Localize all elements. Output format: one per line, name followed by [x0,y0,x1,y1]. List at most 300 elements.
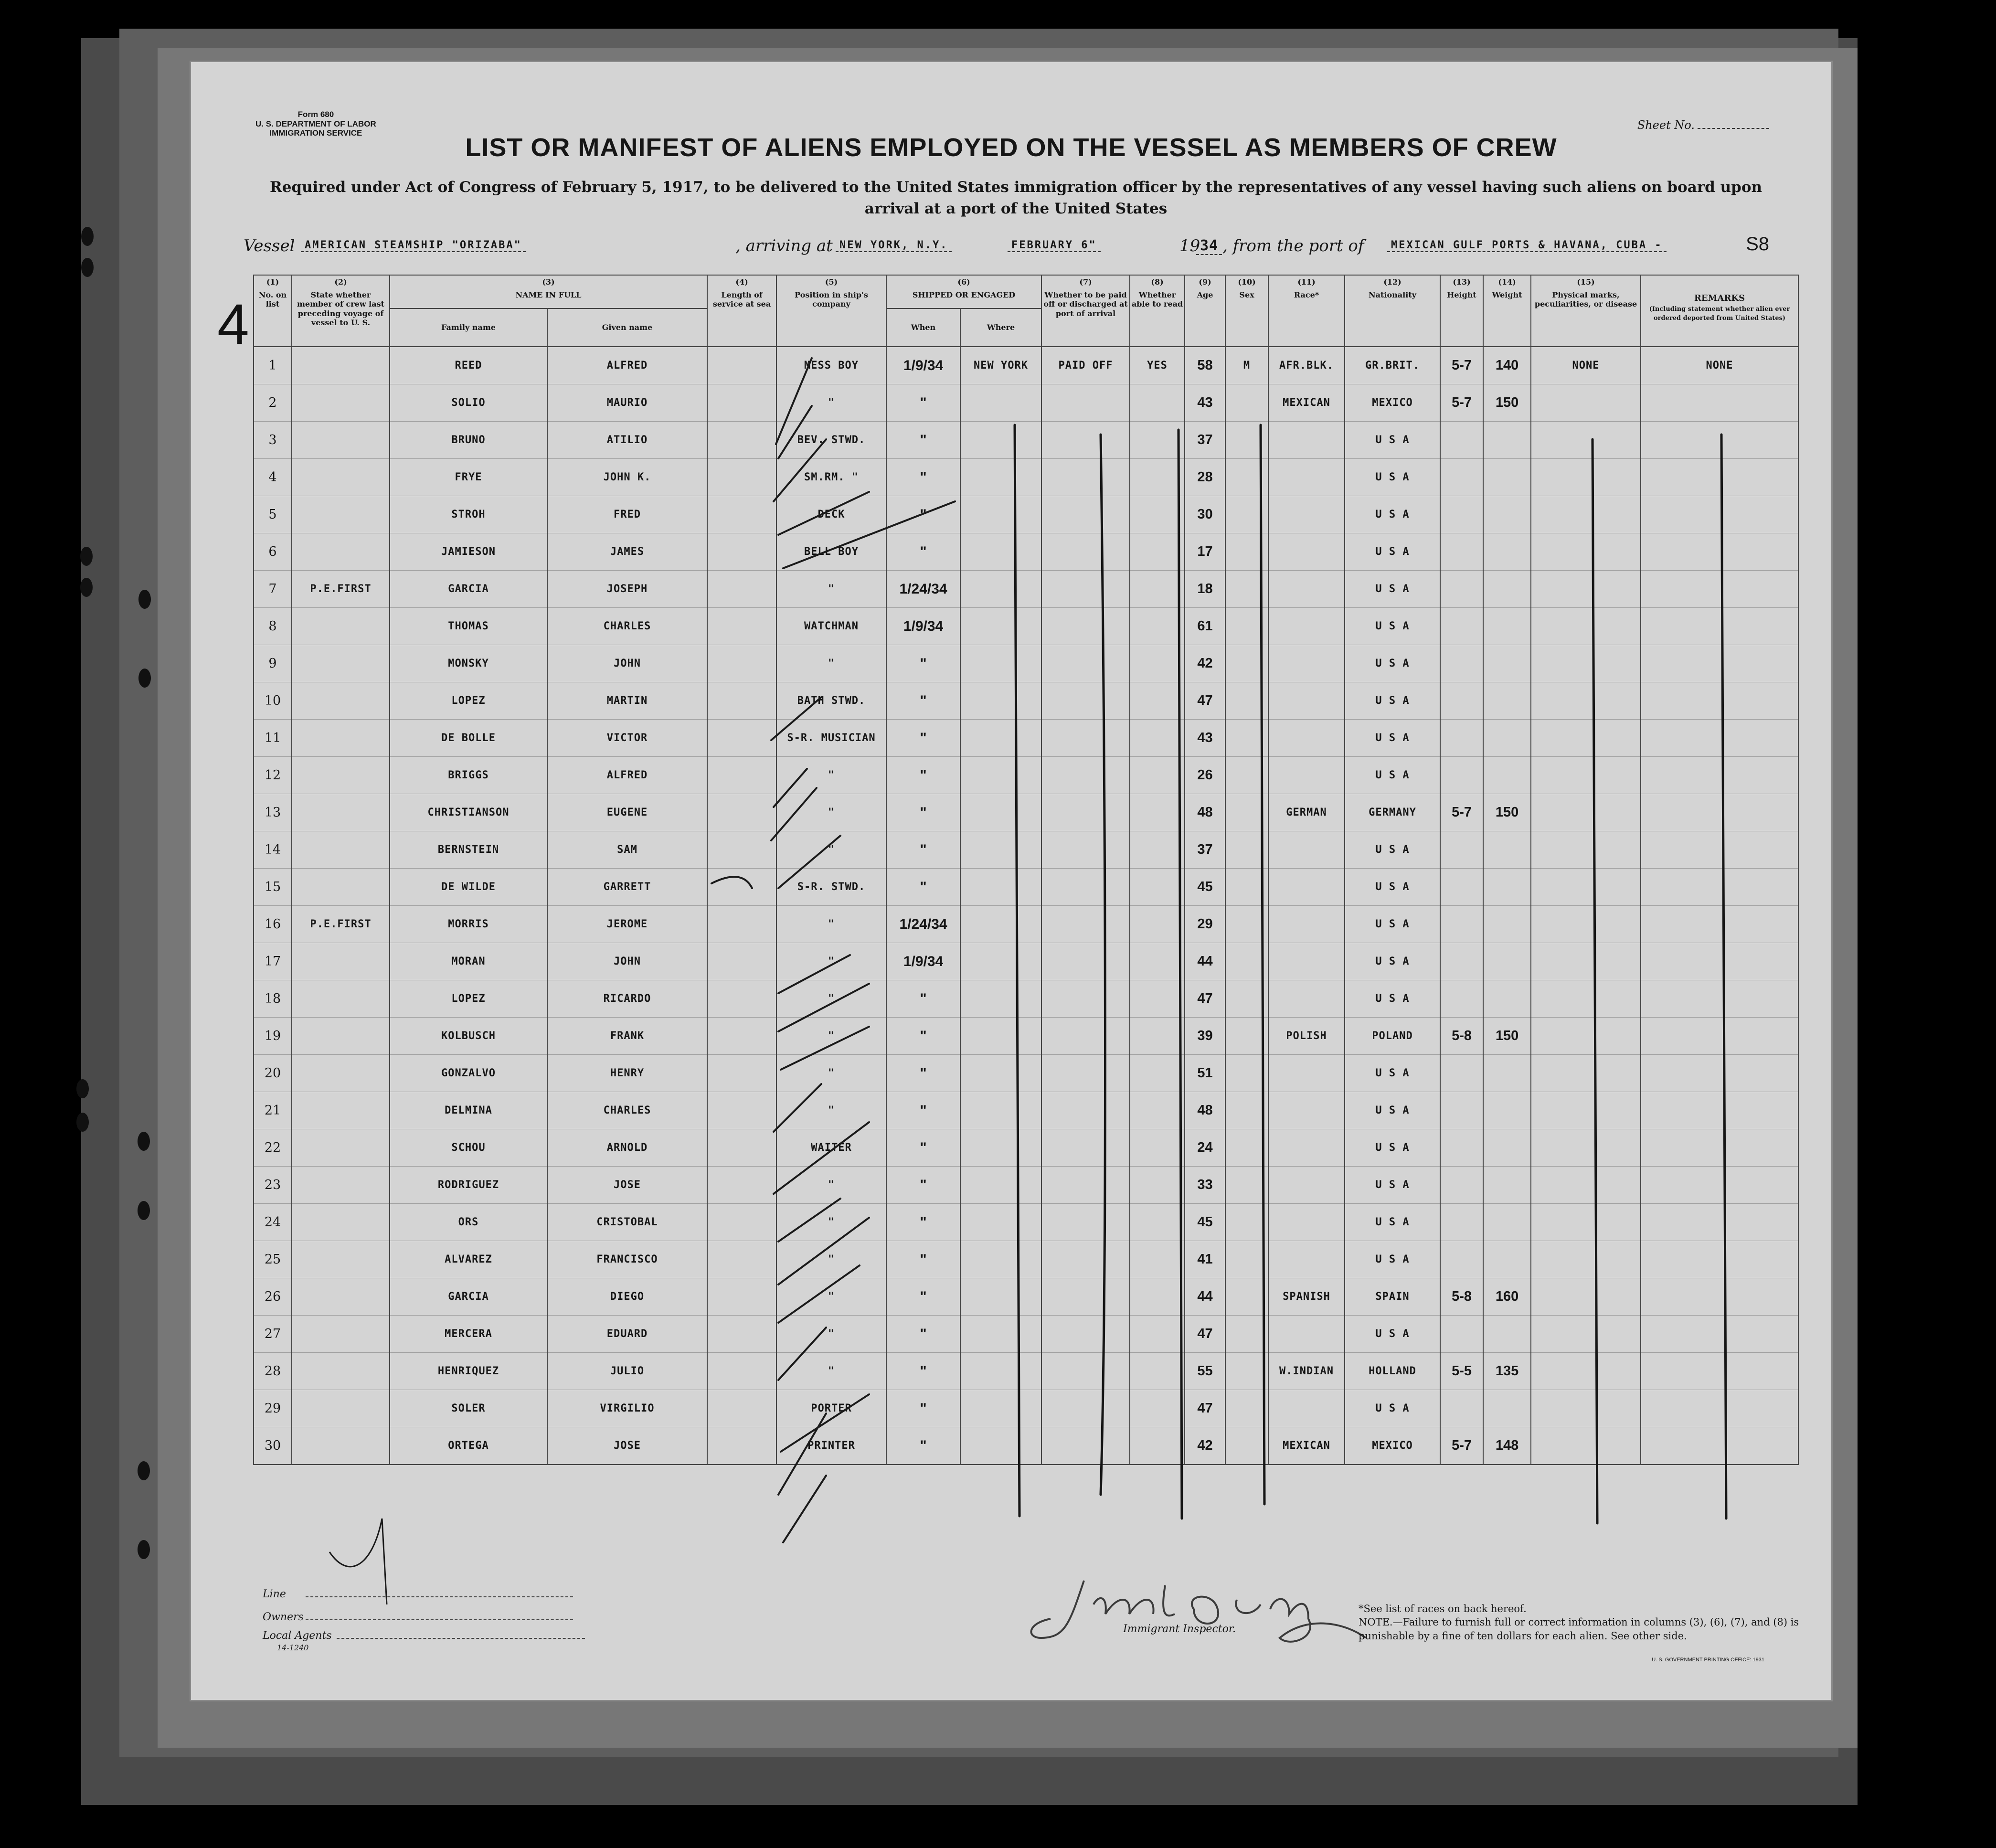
cell-nationality: U S A [1345,1092,1440,1129]
cell-age: 39 [1185,1018,1225,1055]
col-number: (14) [1498,277,1516,287]
cell-no: 6 [254,533,292,571]
cell-age: 42 [1185,1427,1225,1465]
col-title: SHIPPED OR ENGAGED [912,290,1016,300]
col-title: Age [1197,290,1213,300]
corner-mark-text: 4 [217,292,249,356]
cell-family-name: DE BOLLE [390,720,547,757]
line-field [263,1583,585,1606]
cell-family-name: JAMIESON [390,533,547,571]
cell-race: GERMAN [1268,794,1345,831]
cell-weight: 148 [1483,1427,1531,1465]
cell-nationality: GERMANY [1345,794,1440,831]
cell-given-name: CRISTOBAL [547,1204,707,1241]
cell-no: 13 [254,794,292,831]
line-entry [306,1596,573,1597]
cell-weight: 150 [1483,1018,1531,1055]
cell-age: 44 [1185,1278,1225,1316]
cell-no: 2 [254,384,292,422]
cell-remarks: NONE [1641,347,1798,384]
cell-age: 33 [1185,1167,1225,1204]
cell-when: " [886,1092,960,1129]
col-header-given: Given name [547,308,707,347]
arrival-year: 34 [1196,237,1222,255]
cell-nationality: U S A [1345,1316,1440,1353]
cell-position: " [776,794,886,831]
cell-family-name: BERNSTEIN [390,831,547,869]
cell-position: " [776,1353,886,1390]
cell-no: 11 [254,720,292,757]
cell-weight: 135 [1483,1353,1531,1390]
cell-family-name: ALVAREZ [390,1241,547,1278]
cell-family-name: DELMINA [390,1092,547,1129]
cell-no: 10 [254,682,292,720]
col-title: Length of service at sea [712,290,771,309]
cell-given-name: FRANCISCO [547,1241,707,1278]
cell-sex: M [1225,347,1268,384]
penalty-note: NOTE.—Failure to furnish full or correct information in columns (3), (6), (7), and (8) is punishable by a fine of ten dollars for each alien. See other side. [1359,1616,1799,1642]
cell-nationality: U S A [1345,757,1440,794]
owners-label: Owners [263,1611,304,1623]
cell-when: " [886,1427,960,1465]
cell-when: " [886,831,960,869]
cell-nationality: U S A [1345,533,1440,571]
cell-nationality: U S A [1345,608,1440,645]
col-number: (3) [542,277,555,287]
cell-no: 25 [254,1241,292,1278]
cell-age: 28 [1185,459,1225,496]
cell-given-name: CHARLES [547,1092,707,1129]
cell-when: 1/9/34 [886,608,960,645]
cell-when: " [886,533,960,571]
cell-given-name: ALFRED [547,757,707,794]
cell-family-name: LOPEZ [390,682,547,720]
cell-when: " [886,1018,960,1055]
cell-family-name: THOMAS [390,608,547,645]
cell-nationality: U S A [1345,571,1440,608]
cell-height: 5-7 [1440,1427,1483,1465]
form-number: Form 680 [297,110,334,119]
cell-position: SM.RM. " [776,459,886,496]
cell-when: 1/9/34 [886,943,960,980]
cell-no: 4 [254,459,292,496]
col-title: Whether to be paid off or discharged at port of arrival [1043,290,1128,318]
cell-nationality: U S A [1345,496,1440,533]
cell-age: 37 [1185,831,1225,869]
cell-position: " [776,1055,886,1092]
cell-position: MESS BOY [776,347,886,384]
col-number: (4) [735,277,748,287]
cell-no: 14 [254,831,292,869]
cell-nationality: HOLLAND [1345,1353,1440,1390]
file-number: S8 [1746,234,1769,255]
cell-no: 3 [254,422,292,459]
cell-given-name: HENRY [547,1055,707,1092]
cell-age: 48 [1185,794,1225,831]
cell-position: " [776,1204,886,1241]
cell-when: " [886,1390,960,1427]
col-header-family: Family name [390,308,547,347]
cell-state: P.E.FIRST [292,571,390,608]
cell-given-name: JAMES [547,533,707,571]
arriving-label: , arriving at [735,236,833,255]
cell-given-name: JOHN [547,943,707,980]
col-header-when: When [886,308,960,347]
cell-race: POLISH [1268,1018,1345,1055]
cell-when: 1/24/34 [886,906,960,943]
cell-position: " [776,1241,886,1278]
cell-age: 47 [1185,682,1225,720]
cell-paid-off: PAID OFF [1041,347,1130,384]
cell-when: " [886,794,960,831]
cell-age: 30 [1185,496,1225,533]
col-number: (1) [266,277,279,287]
col-number: (12) [1383,277,1401,287]
binder-hole [138,1540,150,1559]
cell-height: 5-8 [1440,1278,1483,1316]
cell-no: 1 [254,347,292,384]
cell-given-name: MAURIO [547,384,707,422]
cell-given-name: VIRGILIO [547,1390,707,1427]
cell-when: 1/9/34 [886,347,960,384]
binder-hole [138,1201,150,1220]
cell-when: " [886,1241,960,1278]
owners-field [263,1606,585,1629]
cell-no: 18 [254,980,292,1018]
cell-position: " [776,757,886,794]
cell-height: 5-8 [1440,1018,1483,1055]
cell-age: 61 [1185,608,1225,645]
cell-position: DECK [776,496,886,533]
cell-position: WATCHMAN [776,608,886,645]
cell-no: 15 [254,869,292,906]
cell-when: " [886,682,960,720]
cell-family-name: ORS [390,1204,547,1241]
cell-nationality: U S A [1345,906,1440,943]
footnotes [1359,1602,1812,1643]
binder-hole [80,547,93,566]
col-number: (7) [1079,277,1092,287]
cell-given-name: ATILIO [547,422,707,459]
vessel-label: Vessel [244,236,295,255]
cell-position: " [776,906,886,943]
cell-position: WAITER [776,1129,886,1167]
cell-family-name: MORRIS [390,906,547,943]
cell-when: " [886,645,960,682]
cell-position: BATH STWD. [776,682,886,720]
year-label: 19 [1179,236,1200,255]
arrival-date: FEBRUARY 6" [1008,239,1101,252]
cell-age: 24 [1185,1129,1225,1167]
cell-family-name: STROH [390,496,547,533]
cell-family-name: REED [390,347,547,384]
cell-when: " [886,1055,960,1092]
col-title: State whether member of crew last preceding voyage of vessel to U. S. [297,290,385,327]
cell-nationality: SPAIN [1345,1278,1440,1316]
cell-position: " [776,571,886,608]
cell-age: 47 [1185,980,1225,1018]
col-title: Physical marks, peculiarities, or disease [1534,290,1637,309]
cell-position: " [776,1092,886,1129]
cell-nationality: GR.BRIT. [1345,347,1440,384]
cell-height: 5-7 [1440,347,1483,384]
cell-when: " [886,1167,960,1204]
cell-family-name: SOLIO [390,384,547,422]
cell-no: 23 [254,1167,292,1204]
cell-age: 44 [1185,943,1225,980]
cell-age: 37 [1185,422,1225,459]
binder-hole [138,590,151,609]
cell-age: 48 [1185,1092,1225,1129]
cell-weight: 140 [1483,347,1531,384]
col-number: (10) [1238,277,1256,287]
cell-position: " [776,980,886,1018]
cell-race: W.INDIAN [1268,1353,1345,1390]
cell-no: 20 [254,1055,292,1092]
col-title: Position in ship's company [795,290,868,309]
cell-given-name: JOHN K. [547,459,707,496]
cell-age: 55 [1185,1353,1225,1390]
cell-position: S-R. STWD. [776,869,886,906]
cell-age: 26 [1185,757,1225,794]
cell-given-name: JOSE [547,1167,707,1204]
agents-code: 14-1240 [277,1643,309,1652]
cell-given-name: ARNOLD [547,1129,707,1167]
cell-nationality: U S A [1345,645,1440,682]
cell-given-name: JOSE [547,1427,707,1465]
cell-nationality: U S A [1345,422,1440,459]
col-title: Height [1447,290,1476,300]
cell-given-name: EDUARD [547,1316,707,1353]
col-number: (8) [1151,277,1164,287]
cell-age: 43 [1185,384,1225,422]
cell-family-name: BRUNO [390,422,547,459]
cell-given-name: JULIO [547,1353,707,1390]
cell-no: 28 [254,1353,292,1390]
cell-race: MEXICAN [1268,384,1345,422]
cell-weight: 150 [1483,384,1531,422]
cell-given-name: SAM [547,831,707,869]
agents-entry [337,1638,585,1639]
cell-given-name: JOSEPH [547,571,707,608]
cell-position: BEV. STWD. [776,422,886,459]
cell-age: 45 [1185,1204,1225,1241]
cell-physical-marks: NONE [1531,347,1641,384]
cell-family-name: SCHOU [390,1129,547,1167]
cell-position: PRINTER [776,1427,886,1465]
cell-when: " [886,384,960,422]
binder-hole [138,1461,150,1480]
service-name: IMMIGRATION SERVICE [269,128,362,138]
vertical-ditto-strokes [1015,425,1726,1523]
cell-age: 58 [1185,347,1225,384]
cell-nationality: U S A [1345,831,1440,869]
cell-age: 47 [1185,1390,1225,1427]
cell-no: 30 [254,1427,292,1465]
cell-given-name: RICARDO [547,980,707,1018]
agent-fields [263,1583,585,1653]
agents-label: Local Agents [263,1630,332,1642]
cell-age: 45 [1185,869,1225,906]
cell-nationality: U S A [1345,1129,1440,1167]
cell-position: S-R. MUSICIAN [776,720,886,757]
col-title: Race* [1294,290,1319,300]
vessel-name: AMERICAN STEAMSHIP "ORIZABA" [301,239,526,252]
cell-when: " [886,757,960,794]
col-title: NAME IN FULL [515,290,582,300]
document-subtitle: Required under Act of Congress of February 5, 1917, to be delivered to the United States immigration officer by the representatives of any vessel having such aliens on board upon arrival at a port of the United States [269,179,1762,217]
col-number: (11) [1297,277,1316,287]
col-subtitle: (Including statement whether alien ever ordered deported from United States) [1649,305,1790,322]
cell-when: " [886,980,960,1018]
col-title: Weight [1492,290,1522,300]
document-title: LIST OR MANIFEST OF ALIENS EMPLOYED ON THE VESSEL AS MEMBERS OF CREW [465,133,1557,162]
cell-age: 29 [1185,906,1225,943]
cell-family-name: BRIGGS [390,757,547,794]
position-check-strokes [711,358,955,1542]
cell-family-name: GARCIA [390,571,547,608]
cell-when: " [886,422,960,459]
cell-given-name: DIEGO [547,1278,707,1316]
cell-given-name: JEROME [547,906,707,943]
cell-no: 27 [254,1316,292,1353]
cell-when: 1/24/34 [886,571,960,608]
cell-race: SPANISH [1268,1278,1345,1316]
sheet-label: Sheet No. [1637,118,1695,132]
cell-family-name: LOPEZ [390,980,547,1018]
col-number: (15) [1577,277,1595,287]
cell-age: 47 [1185,1316,1225,1353]
cell-position: BELL BOY [776,533,886,571]
cell-when: " [886,459,960,496]
col-header-where: Where [960,308,1041,347]
cell-no: 24 [254,1204,292,1241]
binder-hole [81,258,94,277]
cell-family-name: GARCIA [390,1278,547,1316]
cell-no: 17 [254,943,292,980]
cell-position: " [776,1278,886,1316]
cell-family-name: SOLER [390,1390,547,1427]
inspector-label: Immigrant Inspector. [1123,1623,1236,1635]
binder-hole [76,1079,89,1098]
cell-age: 18 [1185,571,1225,608]
binder-hole [80,578,93,597]
col-title: Sex [1239,290,1254,300]
cell-nationality: POLAND [1345,1018,1440,1055]
cell-when: " [886,869,960,906]
cell-family-name: MERCERA [390,1316,547,1353]
cell-nationality: MEXICO [1345,1427,1440,1465]
cell-no: 16 [254,906,292,943]
cell-height: 5-5 [1440,1353,1483,1390]
col-number: (6) [957,277,970,287]
col-number: (13) [1453,277,1471,287]
cell-race: AFR.BLK. [1268,347,1345,384]
cell-height: 5-7 [1440,384,1483,422]
arrival-port: NEW YORK, N.Y. [836,239,952,252]
department-name: U. S. DEPARTMENT OF LABOR [255,119,376,128]
cell-age: 17 [1185,533,1225,571]
cell-no: 9 [254,645,292,682]
cell-nationality: U S A [1345,943,1440,980]
col-title: Nationality [1369,290,1417,300]
cell-family-name: FRYE [390,459,547,496]
cell-when: " [886,1316,960,1353]
cell-no: 5 [254,496,292,533]
departure-port: MEXICAN GULF PORTS & HAVANA, CUBA - [1387,239,1667,252]
cell-family-name: MORAN [390,943,547,980]
cell-nationality: U S A [1345,682,1440,720]
cell-nationality: U S A [1345,459,1440,496]
cell-position: " [776,384,886,422]
cell-given-name: VICTOR [547,720,707,757]
cell-no: 7 [254,571,292,608]
cell-where: NEW YORK [960,347,1041,384]
races-note: *See list of races on back hereof. [1359,1603,1527,1614]
cell-nationality: U S A [1345,1055,1440,1092]
cell-age: 42 [1185,645,1225,682]
agents-field [263,1629,585,1653]
printer-imprint: U. S. GOVERNMENT PRINTING OFFICE: 1931 [1652,1657,1764,1663]
line-label: Line [263,1588,286,1600]
binder-hole [76,1113,89,1132]
check-marks-overlay [191,62,1831,1700]
cell-given-name: MARTIN [547,682,707,720]
col-number: (2) [334,277,347,287]
cell-family-name: GONZALVO [390,1055,547,1092]
cell-position: " [776,943,886,980]
owners-entry [306,1619,573,1620]
cell-family-name: RODRIGUEZ [390,1167,547,1204]
cell-state: P.E.FIRST [292,906,390,943]
cell-no: 29 [254,1390,292,1427]
cell-nationality: MEXICO [1345,384,1440,422]
cell-when: " [886,1353,960,1390]
cell-position: " [776,1018,886,1055]
cell-no: 8 [254,608,292,645]
cell-able-to-read: YES [1130,347,1185,384]
cell-family-name: KOLBUSCH [390,1018,547,1055]
cell-nationality: U S A [1345,980,1440,1018]
col-title: REMARKS [1694,293,1745,304]
cell-position: PORTER [776,1390,886,1427]
cell-family-name: HENRIQUEZ [390,1353,547,1390]
manifest-sheet [191,62,1831,1700]
cell-given-name: JOHN [547,645,707,682]
cell-nationality: U S A [1345,1167,1440,1204]
cell-when: " [886,496,960,533]
from-label: , from the port of [1222,236,1364,255]
col-number: (9) [1199,277,1211,287]
cell-position: " [776,1316,886,1353]
cell-family-name: CHRISTIANSON [390,794,547,831]
col-number: (5) [825,277,838,287]
col-title: Whether able to read [1131,290,1183,309]
cell-weight: 160 [1483,1278,1531,1316]
binder-hole [138,669,151,688]
cell-nationality: U S A [1345,1390,1440,1427]
cell-no: 26 [254,1278,292,1316]
cell-no: 19 [254,1018,292,1055]
cell-weight: 150 [1483,794,1531,831]
cell-given-name: GARRETT [547,869,707,906]
binder-hole [81,227,94,246]
cell-when: " [886,1278,960,1316]
cell-age: 41 [1185,1241,1225,1278]
cell-when: " [886,1204,960,1241]
cell-family-name: DE WILDE [390,869,547,906]
cell-nationality: U S A [1345,1204,1440,1241]
